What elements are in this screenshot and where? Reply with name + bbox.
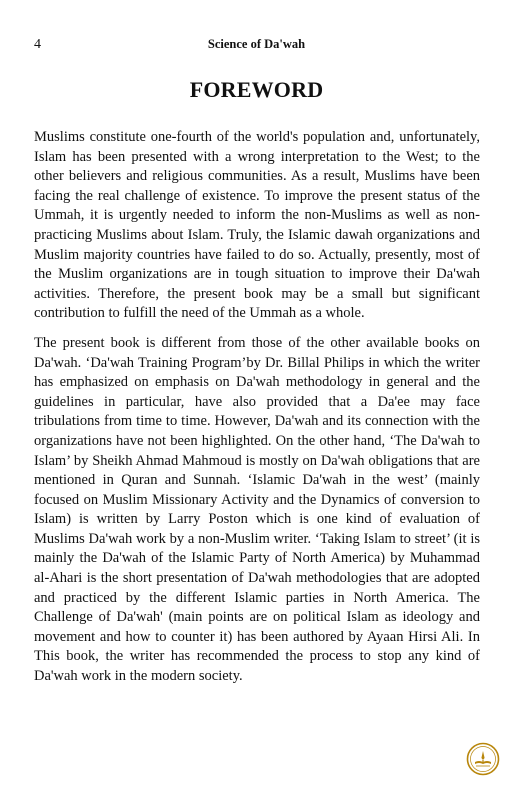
page-number: 4 — [34, 37, 41, 52]
page-title: FOREWORD — [189, 77, 324, 102]
running-title: Science of Da'wah — [207, 37, 306, 51]
paragraph-1: Muslims constitute one-fourth of the world's population and, unfortunately, Islam has been presented with a wrong interpretation to the West; to the other believers and religious communities. As a result, Muslims have been facing the real challenge of existence. To improve the present status of the Ummah, it is urgently needed to inform the non-Muslims as well as non-practicing Muslims about Islam. Truly, the Islamic dawah organizations and Muslim majority countries have failed to do so. Actually, presently, most of the Muslim organizations are in tough situation to improve their Da'wah activities. Therefore, the present book may be a small but significant contribution to fulfill the need of the Ummah as a whole. — [34, 129, 480, 322]
paragraph-2: The present book is different from those of the other available books on Da'wah. ‘Da'wah Training Program’by Dr. Billal Philips in which the writer has emphasized on emphasis on Da'wah methodology in general and the guidelines in particular, have also provided that a Da'ee may face tribulations from time to time. However, Da'wah and its connection with the organizations have not been highlighted. On the other hand, ‘The Da'wah to Islam’ by Sheikh Ahmad Mahmoud is mostly on Da'wah obligations that are mentioned in Quran and Sunnah. ‘Islamic Da'wah in the west’ (mainly focused on Muslim Missionary Activity and the Dynamics of conversion to Islam) is written by Larry Poston which is one kind of evaluation of Muslims Da'wah work by a non-Muslim writer. ‘Taking Islam to street’ (it is mainly the Da'wah of the Islamic Party of North America) by Muhammad al-Ahari is the short presentation of Da'wah methodologies that are adopted and practiced by the different Islamic parties in North America. The Challenge of Da'wah' (main points are on political Islam as ideology and movement and how to counter it) has been authored by Ayaan Hirsi Ali. In This book, the writer has recommended the process to stop any kind of Da'wah work in the modern society. — [34, 334, 480, 685]
body-text — [34, 128, 480, 697]
open-book-emblem-icon — [466, 742, 500, 776]
